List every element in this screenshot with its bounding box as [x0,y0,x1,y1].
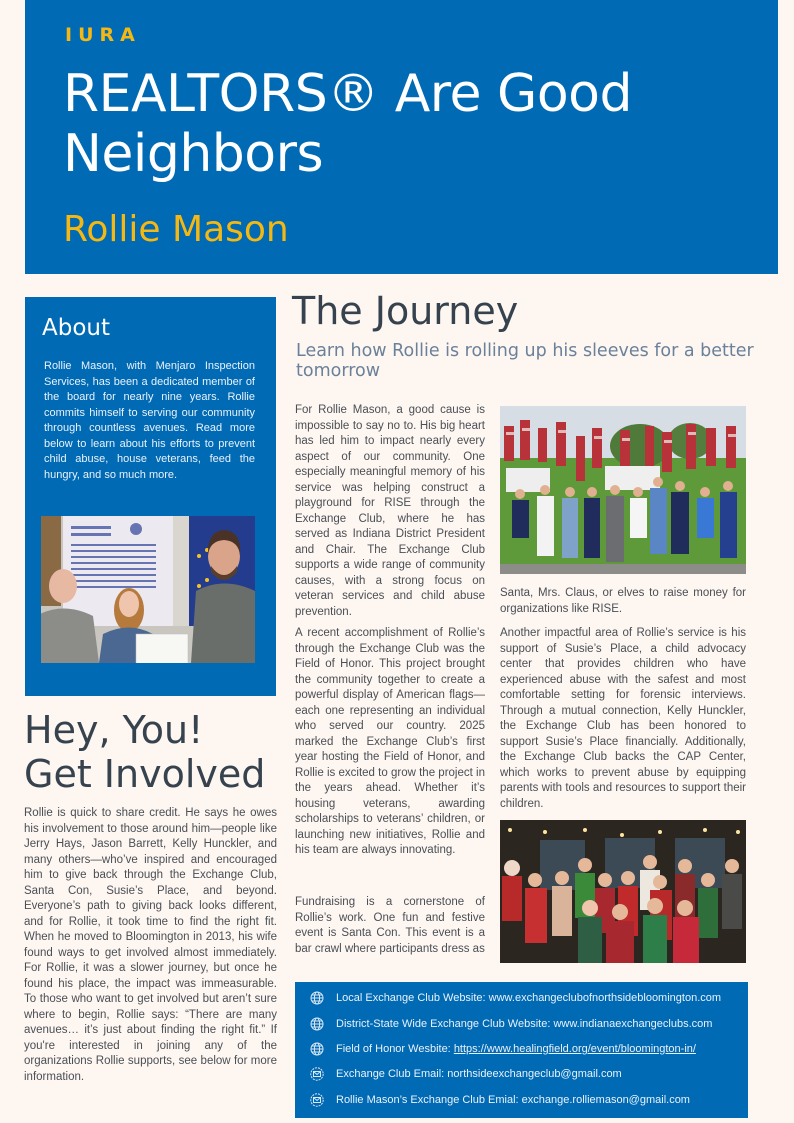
santa-con-photo [500,820,746,963]
journey-paragraph-4: Another impactful area of Rollie’s service is his support of Susie’s Place, a child advocacy center that provides children who have experienced abuse with the safest and most comfortable setting for forensic interviews. Through a mutual connection, Kelly Hunckler, the Exchange Club has been honored to support Susie’s Place financially. Additionally, the Exchange Club backs the CAP Center, which works to prevent abuse by equipping parents with tools and resources to support their children. [500,627,746,810]
link-local-exchange-club[interactable] [309,989,721,1007]
title-line-2: Neighbors [63,124,324,184]
link-value[interactable]: exchange.rolliemason@gmail.com [521,1094,690,1106]
involved-heading-line-2: Get Involved [24,752,266,796]
field-of-honor-photo [500,406,746,574]
resources-box [295,982,748,1118]
page-title [63,64,632,184]
link-value[interactable]: northsideexchangeclub@gmail.com [447,1068,622,1080]
journey-subheading: Learn how Rollie is rolling up his sleeves for a better tomorrow [296,341,754,381]
journey-paragraph-3: Fundraising is a cornerstone of Rollie’s work. One fun and festive event is Santa Con. This event is a bar crawl where participants dress as [295,896,485,955]
involved-heading [24,708,265,796]
link-label: District-State Wide Exchange Club Website: [336,1018,551,1030]
link-label: Rollie Mason’s Exchange Club Emial: [336,1094,519,1106]
link-district-state-exchange-club[interactable] [309,1015,712,1033]
globe-icon [309,990,325,1006]
involved-heading-line-1: Hey, You! [24,708,204,752]
title-line-1: REALTORS® Are Good [63,64,632,124]
link-rollie-mason-email[interactable] [309,1091,690,1109]
mail-icon [309,1066,325,1082]
about-text: Rollie Mason, with Menjaro Inspection Services, has been a dedicated member of the board for nearly nine years. Rollie commits himself to serving our community through countless avenues. Read more below to learn about his efforts to prevent child abuse, house veterans, feed the hungry, and so much more. [44,360,255,481]
journey-paragraph-1: For Rollie Mason, a good cause is impossible to say no to. His big heart has led him to impact nearly every aspect of our community. One especially meaningful memory of his service was helping construct a playground for RISE through the Exchange Club, where he has served as Indiana District President and Chair. The Exchange Club supports a wide range of community causes, with a strong focus on veteran services and child abuse prevention. [295,404,485,618]
header-banner [25,0,778,274]
involved-text: Rollie is quick to share credit. He says he owes his involvement to those around him—people like Jerry Hays, Jason Barrett, Kelly Hunckler, and many others—who’ve inspired and encouraged him to give back through the Exchange Club, Santa Con, Susie’s Place, and beyond. Everyone’s path to giving back looks different, and for Rollie, it took time to find the right fit. When he moved to Bloomington in 2013, his wife found ways to get involved almost immediately. For Rollie, it was a slower journey, but once he found his place, the impact was immeasurable. To those who want to get involved but aren’t sure where to begin, Rollie says: “There are many avenues… it’s just about finding the right fit.” If you're interested in joining any of the organizations Rollie supports, see below for more information. [24,807,277,1083]
link-value[interactable]: www.indianaexchangeclubs.com [553,1018,713,1030]
link-label: Field of Honor Wesbite: [336,1043,451,1055]
mail-icon [309,1092,325,1108]
link-exchange-club-email[interactable] [309,1065,622,1083]
about-heading: About [42,315,111,341]
author-name: Rollie Mason [63,209,289,250]
brand-label: IURA [65,24,141,46]
link-label: Exchange Club Email: [336,1068,445,1080]
journey-paragraph-3-continued: Santa, Mrs. Claus, or elves to raise money for organizations like RISE. [500,587,746,615]
globe-icon [309,1041,325,1057]
link-label: Local Exchange Club Website: [336,992,486,1004]
link-value[interactable]: www.exchangeclubofnorthsidebloomington.com [488,992,722,1004]
globe-icon [309,1016,325,1032]
journey-paragraph-2: A recent accomplishment of Rollie’s through the Exchange Club was the Field of Honor. This project brought the community together to create a powerful display of American flags—each one representing an individual who served our country. 2025 marked the Exchange Club’s first year hosting the Field of Honor, and Rollie is excited to grow the project in the years ahead. Whether it’s housing veterans, awarding scholarships to veterans’ children, or launching new initiatives, Rollie and his team are always innovating. [295,627,485,856]
link-value[interactable]: https://www.healingfield.org/event/bloomington-in/ [453,1043,696,1055]
journey-heading: The Journey [292,289,519,333]
certificate-photo [41,516,255,663]
link-field-of-honor[interactable] [309,1040,696,1058]
